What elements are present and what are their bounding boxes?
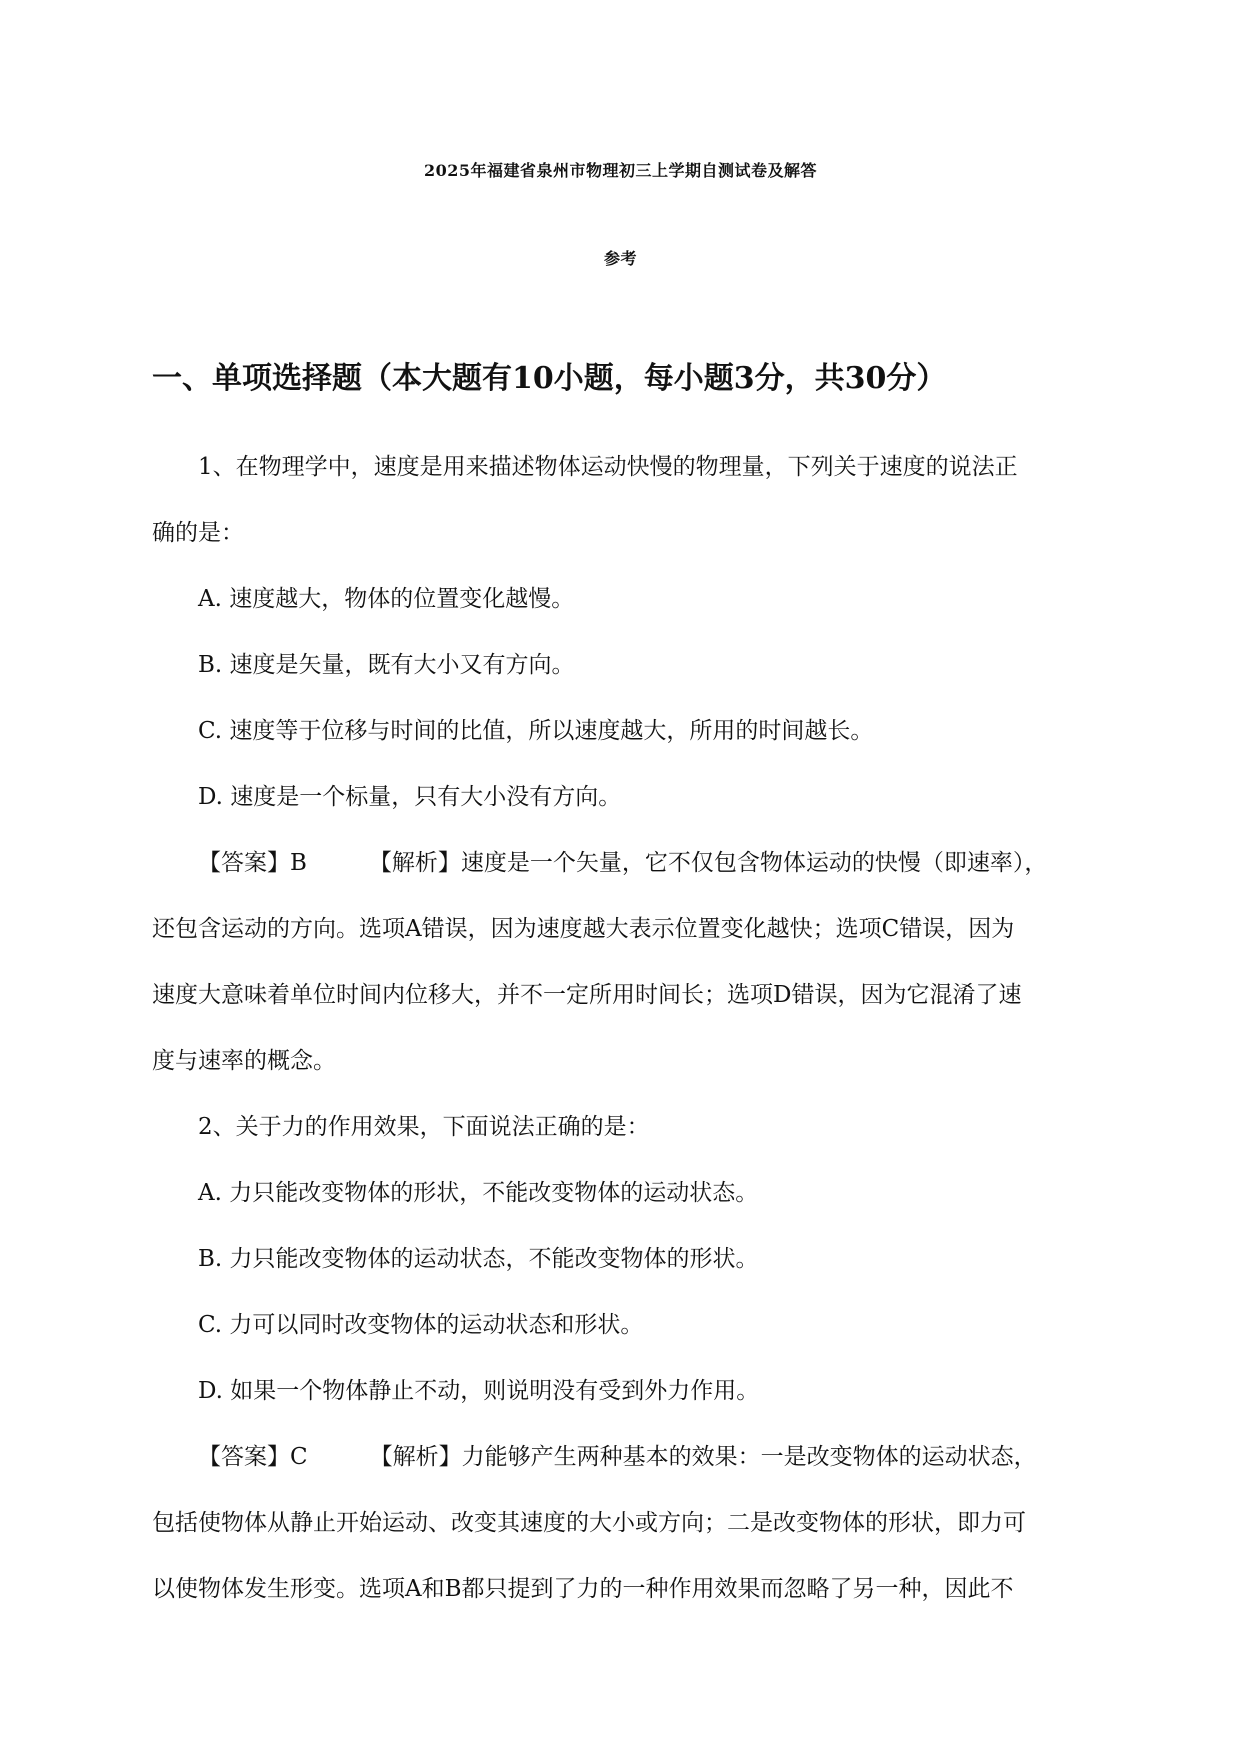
question-1-analysis: 【解析】速度是一个矢量，它不仅包含物体运动的快慢（即速率）， (368, 850, 1048, 876)
question-2-option-c: C. 力可以同时改变物体的运动状态和形状。 (198, 1312, 644, 1338)
question-1-stem: 1、在物理学中，速度是用来描述物体运动快慢的物理量，下列关于速度的说法正 (198, 454, 1018, 480)
question-list (152, 434, 1092, 1622)
question-2-option-a: A. 力只能改变物体的形状，不能改变物体的运动状态。 (198, 1180, 759, 1206)
question-1-analysis-line3: 速度大意味着单位时间内位移大，并不一定所用时间长；选项D错误，因为它混淆了速 (152, 982, 1022, 1008)
question-1-option-c: C. 速度等于位移与时间的比值，所以速度越大，所用的时间越长。 (198, 718, 874, 744)
question-2-analysis-line3: 以使物体发生形变。选项A和B都只提到了力的一种作用效果而忽略了另一种，因此不 (152, 1576, 1014, 1602)
document-title-line1: 2025年福建省泉州市物理初三上学期自测试卷及解答 (423, 161, 818, 180)
question-1-answer: 【答案】B (198, 850, 307, 876)
question-1-analysis-line4: 度与速率的概念。 (152, 1048, 336, 1074)
question-2-option-b: B. 力只能改变物体的运动状态，不能改变物体的形状。 (198, 1246, 759, 1272)
question-1-option-a: A. 速度越大，物体的位置变化越慢。 (198, 586, 575, 612)
question-2-answer: 【答案】C (198, 1444, 308, 1470)
question-1-stem-cont: 确的是： (152, 520, 244, 546)
question-2-option-d: D. 如果一个物体静止不动，则说明没有受到外力作用。 (198, 1378, 760, 1404)
document-title-line2: 参考 (603, 249, 637, 268)
question-2-analysis: 【解析】力能够产生两种基本的效果：一是改变物体的运动状态， (369, 1444, 1037, 1470)
question-2-stem: 2、关于力的作用效果，下面说法正确的是： (198, 1114, 650, 1140)
question-2-answer-line (152, 1424, 1092, 1490)
section-heading: 一、单项选择题（本大题有10小题，每小题3分，共30分） (152, 361, 947, 396)
question-2-analysis-line2: 包括使物体从静止开始运动、改变其速度的大小或方向；二是改变物体的形状，即力可 (152, 1510, 1026, 1536)
question-1-option-b: B. 速度是矢量，既有大小又有方向。 (198, 652, 575, 678)
question-1-answer-line (152, 830, 1092, 896)
question-1-analysis-line2: 还包含运动的方向。选项A错误，因为速度越大表示位置变化越快；选项C错误，因为 (152, 916, 1015, 942)
question-1-option-d: D. 速度是一个标量，只有大小没有方向。 (198, 784, 622, 810)
